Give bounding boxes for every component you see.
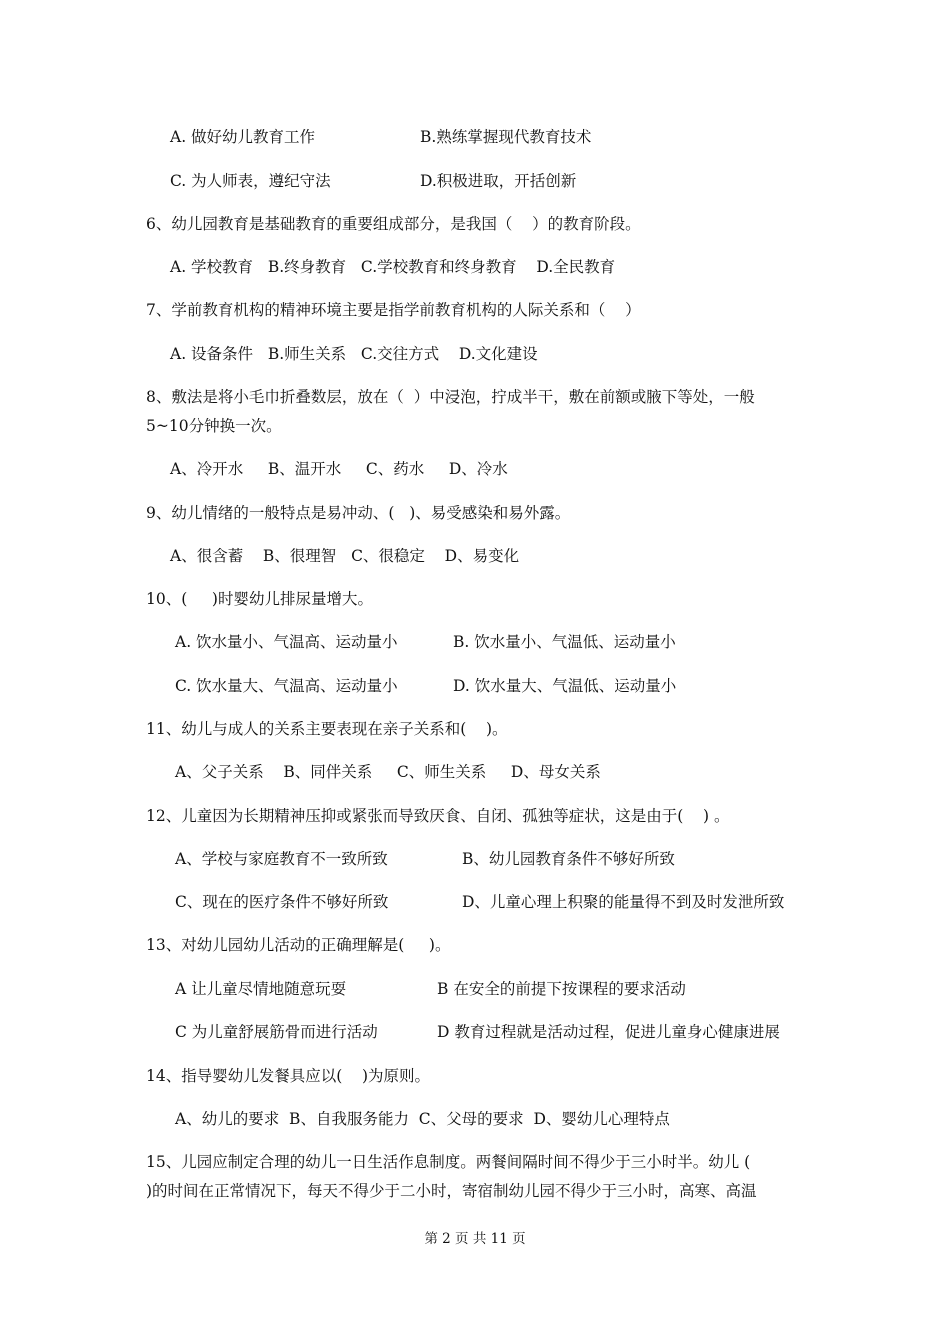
question-10: 10、( )时婴幼儿排尿量增大。 — [146, 590, 373, 608]
question-9-options: A、很含蓄 B、很理智 C、很稳定 D、易变化 — [170, 547, 520, 565]
q5-option-a: A. 做好幼儿教育工作 — [170, 128, 316, 146]
question-14: 14、指导婴幼儿发餐具应以( )为原则。 — [146, 1067, 431, 1085]
question-12: 12、儿童因为长期精神压抑或紧张而导致厌食、自闭、孤独等症状，这是由于( ) 。 — [146, 807, 730, 825]
question-6: 6、幼儿园教育是基础教育的重要组成部分，是我国（ ）的教育阶段。 — [146, 215, 641, 233]
q5-option-d: D.积极进取，开括创新 — [420, 172, 577, 190]
question-7: 7、学前教育机构的精神环境主要是指学前教育机构的人际关系和（ ） — [146, 301, 641, 319]
question-8-line-2: 5~10分钟换一次。 — [146, 417, 282, 435]
question-10-option-a: A. 饮水量小、气温高、运动量小 — [175, 633, 398, 651]
q5-option-b: B.熟练掌握现代教育技术 — [420, 128, 592, 146]
question-13-option-c: C 为儿童舒展筋骨而进行活动 — [175, 1023, 378, 1041]
question-8-options: A、冷开水 B、温开水 C、药水 D、冷水 — [170, 460, 508, 478]
question-7-options: A. 设备条件 B.师生关系 C.交往方式 D.文化建设 — [170, 345, 538, 363]
question-15-line-1: 15、儿园应制定合理的幼儿一日生活作息制度。两餐间隔时间不得少于三小时半。幼儿 ( — [146, 1153, 751, 1171]
question-10-option-d: D. 饮水量大、气温低、运动量小 — [453, 677, 677, 695]
question-10-option-b: B. 饮水量小、气温低、运动量小 — [453, 633, 676, 651]
question-13: 13、对幼儿园幼儿活动的正确理解是( )。 — [146, 936, 451, 954]
question-8-line-1: 8、敷法是将小毛巾折叠数层，放在（ ）中浸泡，拧成半干，敷在前额或腋下等处，一般 — [146, 388, 755, 406]
question-9: 9、幼儿情绪的一般特点是易冲动、( )、易受感染和易外露。 — [146, 504, 571, 522]
question-13-option-b: B 在安全的前提下按课程的要求活动 — [437, 980, 686, 998]
question-11: 11、幼儿与成人的关系主要表现在亲子关系和( )。 — [146, 720, 508, 738]
q5-option-c: C. 为人师表，遵纪守法 — [170, 172, 331, 190]
question-13-option-d: D 教育过程就是活动过程，促进儿童身心健康进展 — [437, 1023, 780, 1041]
question-10-option-c: C. 饮水量大、气温高、运动量小 — [175, 677, 398, 695]
question-13-option-a: A 让儿童尽情地随意玩耍 — [175, 980, 347, 998]
question-12-option-a: A、学校与家庭教育不一致所致 — [175, 850, 388, 868]
page-footer: 第 2 页 共 11 页 — [424, 1231, 526, 1247]
question-12-option-d: D、儿童心理上积聚的能量得不到及时发泄所致 — [462, 893, 785, 911]
question-15-line-2: )的时间在正常情况下，每天不得少于二小时，寄宿制幼儿园不得少于三小时，高寒、高温 — [146, 1182, 757, 1200]
question-11-options: A、父子关系 B、同伴关系 C、师生关系 D、母女关系 — [175, 763, 601, 781]
question-14-options: A、幼儿的要求 B、自我服务能力 C、父母的要求 D、婴幼儿心理特点 — [175, 1110, 670, 1128]
question-12-option-c: C、现在的医疗条件不够好所致 — [175, 893, 389, 911]
question-12-option-b: B、幼儿园教育条件不够好所致 — [462, 850, 675, 868]
question-6-options: A. 学校教育 B.终身教育 C.学校教育和终身教育 D.全民教育 — [170, 258, 616, 276]
